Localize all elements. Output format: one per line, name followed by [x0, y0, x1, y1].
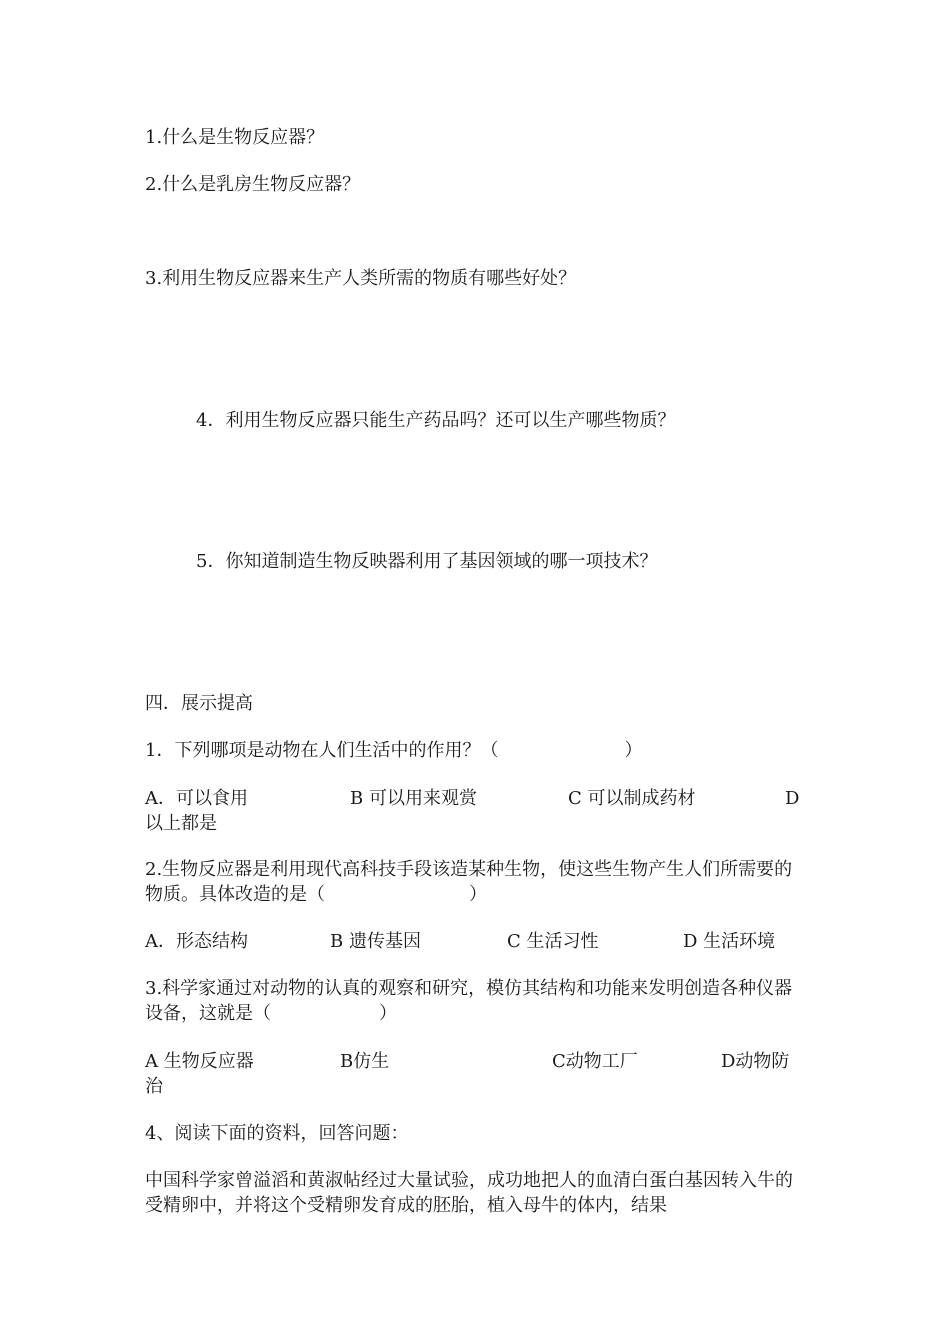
- reading-prompt: 4、阅读下面的资料，回答问题：: [145, 1123, 409, 1144]
- mc-3-option-d-label: D动物防: [721, 1051, 790, 1072]
- mc-1-option-c: C 可以制成药材: [568, 788, 696, 809]
- mc-1-option-a: A．可以食用: [145, 788, 248, 809]
- mc-2-option-a: A．形态结构: [145, 931, 248, 952]
- mc-2-option-b: B 遗传基因: [330, 931, 421, 952]
- mc-3-stem: 3.科学家通过对动物的认真的观察和研究，模仿其结构和功能来发明创造各种仪器设备，这就是（ ）: [145, 978, 793, 1024]
- question-5: 5．你知道制造生物反映器利用了基因领域的哪一项技术？: [196, 551, 658, 572]
- question-4: 4．利用生物反应器只能生产药品吗？还可以生产哪些物质？: [196, 410, 676, 431]
- mc-1-option-d-text: 以上都是: [145, 813, 217, 834]
- mc-3-option-d-text: 治: [145, 1076, 163, 1097]
- question-1: 1.什么是生物反应器？: [145, 127, 325, 148]
- mc-2-option-c: C 生活习性: [507, 931, 599, 952]
- mc-1-stem: 1．下列哪项是动物在人们生活中的作用？（ ）: [145, 740, 643, 761]
- mc-3-option-b: B仿生: [340, 1051, 390, 1072]
- section-heading: 四．展示提高: [145, 693, 253, 714]
- mc-2-option-d: D 生活环境: [683, 931, 776, 952]
- mc-2-stem: 2.生物反应器是利用现代高科技手段该造某种生物，使这些生物产生人们所需要的物质。具体改造的是（ ）: [145, 859, 793, 905]
- mc-3-option-a: A 生物反应器: [145, 1051, 254, 1072]
- question-2: 2.什么是乳房生物反应器？: [145, 174, 361, 195]
- question-3: 3.利用生物反应器来生产人类所需的物质有哪些好处？: [145, 268, 577, 289]
- mc-1-option-b: B 可以用来观赏: [350, 788, 477, 809]
- mc-1-option-d-label: D: [785, 788, 800, 809]
- reading-passage: 中国科学家曾溢滔和黄淑帖经过大量试验，成功地把人的血清白蛋白基因转入牛的受精卵中，并将这个受精卵发育成的胚胎，植入母牛的体内，结果: [145, 1170, 793, 1216]
- mc-3-option-c: C动物工厂: [552, 1051, 638, 1072]
